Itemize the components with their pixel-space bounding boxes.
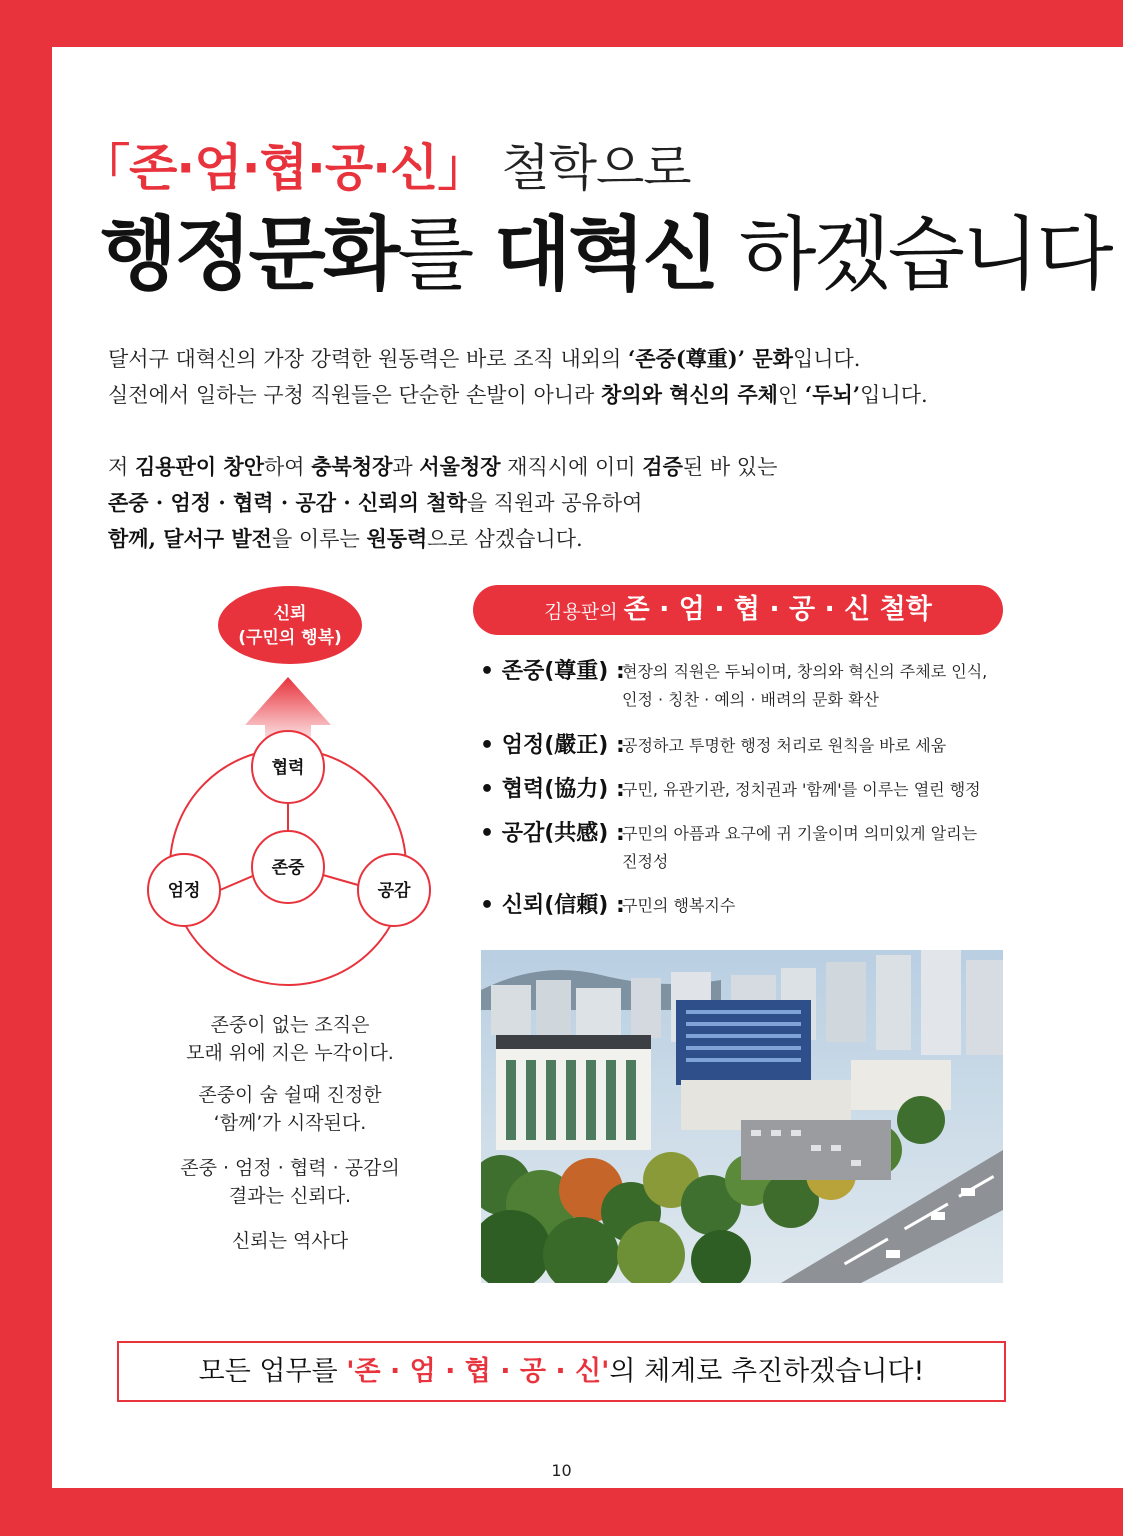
bottom-slogan — [117, 1341, 1006, 1402]
title-bold-2: 대혁신 — [493, 208, 717, 301]
quote-line: 결과는 신뢰다. — [228, 1185, 352, 1207]
text-bold: ‘존중(尊重)’ 문화 — [627, 346, 793, 371]
quote-line: 존중이 없는 조직은 — [210, 1014, 370, 1036]
connector-right — [323, 875, 358, 885]
text-bold: ‘두뇌’ — [804, 382, 861, 407]
text: 저 — [108, 455, 135, 479]
desc-line: 진정성 — [622, 852, 669, 871]
quote-1 — [150, 1011, 430, 1067]
text: 달서구 대혁신의 가장 강력한 원동력은 바로 조직 내외의 — [108, 347, 628, 371]
item-desc — [622, 732, 946, 760]
text: 재직시에 이미 — [500, 455, 643, 479]
title-bracket-open: 「 — [80, 139, 129, 197]
trust-bubble — [218, 586, 362, 664]
title-suffix: 철학으로 — [486, 139, 691, 197]
trust-label: 신뢰 — [273, 604, 307, 624]
title-bracket-close: 」 — [437, 139, 487, 197]
philosophy-diagram — [140, 585, 450, 995]
quote-line: 모래 위에 지은 누각이다. — [186, 1042, 394, 1064]
text: 인 — [777, 383, 805, 407]
desc-line: 공정하고 투명한 행정 처리로 원칙을 바로 세움 — [622, 736, 947, 755]
intro-line-2 — [108, 377, 928, 413]
text: 을 직원과 공유하여 — [466, 491, 643, 515]
node-respect-label: 존중 — [271, 858, 305, 878]
text: 입니다. — [860, 383, 928, 407]
title-normal-2: 하겠습니다 — [716, 208, 1111, 301]
node-strictness-label: 엄정 — [167, 881, 201, 901]
item-label: • 협력(協力) : — [480, 777, 625, 802]
intro-line-5 — [108, 521, 583, 557]
quote-line: ‘함께’가 시작된다. — [213, 1112, 367, 1134]
connector-left — [220, 875, 255, 890]
item-desc — [622, 658, 987, 714]
quote-3 — [150, 1154, 430, 1210]
building-photo — [481, 950, 1003, 1283]
text-bold: 서울청장 — [419, 454, 501, 479]
item-label: • 공감(共感) : — [480, 821, 625, 846]
quote-line: 존중 · 엄정 · 협력 · 공감의 — [180, 1157, 400, 1179]
item-label: • 엄정(嚴正) : — [480, 733, 625, 758]
philosophy-header-small: 김용판의 — [544, 601, 624, 623]
title-bold-1: 행정문화 — [100, 208, 398, 301]
text: 을 이루는 — [271, 527, 367, 551]
page-number: 10 — [551, 1461, 572, 1480]
item-label: • 신뢰(信頼) : — [480, 893, 625, 918]
desc-line: 구민의 아픔과 요구에 귀 기울이며 의미있게 알리는 — [622, 824, 978, 843]
quote-4 — [150, 1227, 430, 1255]
text: 하여 — [264, 455, 312, 479]
item-desc — [622, 892, 735, 920]
item-label: • 존중(尊重) : — [480, 659, 625, 684]
slogan-part: 의 체계로 추진하겠습니다! — [609, 1356, 925, 1387]
title-normal-1: 를 — [397, 208, 494, 301]
text-bold: 원동력 — [366, 526, 428, 551]
item-desc — [622, 820, 977, 876]
slogan-highlight: '존 · 엄 · 협 · 공 · 신' — [346, 1356, 610, 1387]
text: 과 — [392, 455, 420, 479]
intro-line-3 — [108, 449, 777, 485]
item-desc — [622, 776, 981, 804]
text-bold: 충북청장 — [311, 454, 393, 479]
node-cooperation-label: 협력 — [271, 758, 305, 778]
intro-line-1 — [108, 341, 860, 377]
title-philosophy: 존·엄·협·공·신 — [129, 139, 438, 197]
node-empathy-label: 공감 — [377, 881, 411, 901]
intro-line-4 — [108, 485, 642, 521]
text: 실전에서 일하는 구청 직원들은 단순한 손발이 아니라 — [108, 383, 602, 407]
text-bold: 창의와 혁신의 주체 — [601, 382, 778, 407]
desc-line: 인정 · 칭찬 · 예의 · 배려의 문화 확산 — [622, 690, 879, 709]
desc-line: 구민의 행복지수 — [622, 896, 736, 915]
text-bold: 검증 — [642, 454, 683, 479]
quote-line: 신뢰는 역사다 — [231, 1230, 349, 1252]
text-bold: 함께, 달서구 발전 — [108, 526, 272, 551]
text-bold: 존중 · 엄정 · 협력 · 공감 · 신뢰의 철학 — [108, 490, 467, 515]
text-bold: 김용판이 창안 — [134, 454, 264, 479]
title-line-2 — [100, 190, 1111, 305]
text: 입니다. — [792, 347, 861, 371]
text: 된 바 있는 — [682, 455, 778, 479]
quote-2 — [150, 1081, 430, 1137]
desc-line: 구민, 유관기관, 정치권과 '함께'를 이루는 열린 행정 — [622, 780, 981, 799]
text: 으로 삼겠습니다. — [427, 527, 583, 551]
slogan-part: 모든 업무를 — [198, 1356, 347, 1387]
quote-line: 존중이 숨 쉴때 진정한 — [198, 1084, 382, 1106]
philosophy-header-big: 존 · 엄 · 협 · 공 · 신 철학 — [623, 594, 932, 625]
trust-sublabel: (구민의 행복) — [238, 628, 342, 648]
desc-line: 현장의 직원은 두뇌이며, 창의와 혁신의 주체로 인식, — [622, 662, 988, 681]
philosophy-header — [473, 585, 1003, 635]
